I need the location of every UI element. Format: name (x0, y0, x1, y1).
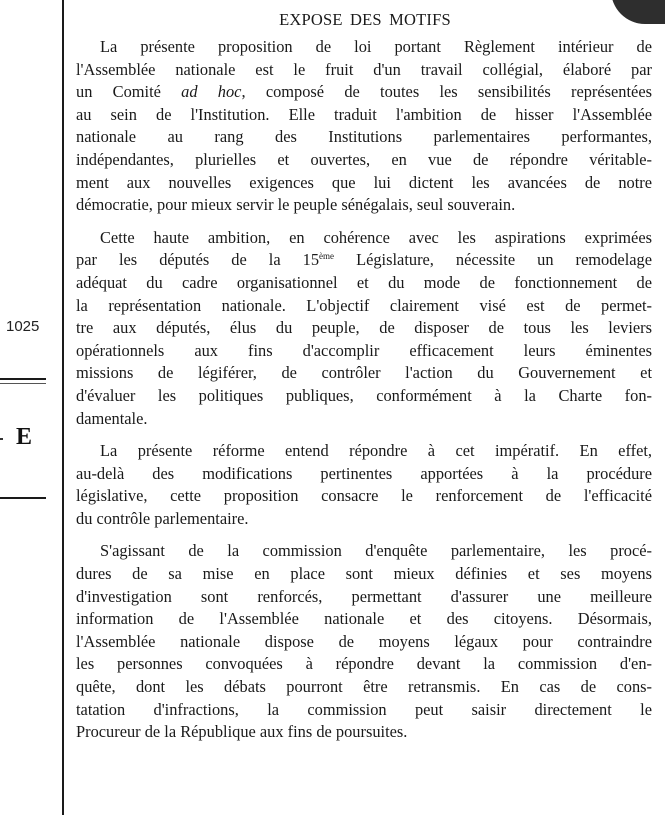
paragraph-3 (76, 440, 652, 530)
text-line: les personnes convoquées à répondre devant la commission d'en- (76, 654, 652, 674)
ordinal-superscript: ème (319, 251, 335, 262)
text-line: Cette haute ambition, en cohérence avec les aspirations exprimées (100, 227, 652, 247)
text-line: tre aux députés, élus du peuple, de disposer de tous les leviers (76, 318, 652, 338)
paragraph-1 (76, 36, 652, 217)
text-line: la représentation nationale. L'objectif clairement visé est de permet- (76, 295, 652, 315)
text-line: nationale au rang des Institutions parlementaires performantes, (76, 127, 652, 147)
text-line (76, 81, 652, 104)
text-line: adéquat du cadre organisationnel et du mode de fonctionnement de (76, 272, 652, 292)
text-fragment: , composé de toutes les sensibilités représentées (241, 82, 652, 102)
margin-section-letter: E (16, 424, 33, 450)
text-line: au sein de l'Institution. Elle traduit l'ambition de hisser l'Assemblée (76, 104, 652, 124)
text-line (76, 249, 652, 272)
document-body (76, 8, 652, 754)
section-title: EXPOSE DES MOTIFS (279, 10, 451, 29)
text-line: La présente réforme entend répondre à cet impératif. En effet, (100, 441, 652, 461)
text-line: information de l'Assemblée nationale et des citoyens. Désormais, (76, 609, 652, 629)
left-margin (0, 0, 62, 815)
text-line: d'évaluer les politiques publiques, conformément à la Charte fon- (76, 385, 652, 405)
page-number: 1025 (6, 318, 40, 335)
italic-term: ad hoc (181, 82, 242, 102)
margin-single-rule (0, 497, 46, 499)
text-fragment: par les députés de la 15 (76, 250, 320, 270)
text-line: quête, dont les débats pourront être retransmis. En cas de cons- (76, 677, 652, 697)
text-line: ment aux nouvelles exigences que lui dictent les avancées de notre (76, 172, 652, 192)
text-line: Procureur de la République aux fins de poursuites. (76, 722, 408, 742)
text-line: opérationnels aux fins d'accomplir efficacement leurs éminentes (76, 340, 652, 360)
text-line: démocratie, pour mieux servir le peuple sénégalais, seul souverain. (76, 195, 516, 215)
paragraph-2 (76, 227, 652, 430)
text-line: dures de sa mise en place sont mieux définies et ses moyens (76, 564, 652, 584)
text-line: l'Assemblée nationale est le fruit d'un travail collégial, élaboré par (76, 59, 652, 79)
text-line: missions de légiférer, de contrôler l'action du Gouvernement et (76, 363, 652, 383)
text-line: S'agissant de la commission d'enquête parlementaire, les procé- (100, 541, 652, 561)
margin-double-rule (0, 378, 46, 384)
margin-fragment (0, 438, 3, 440)
text-line: indépendantes, plurielles et ouvertes, en vue de répondre véritable- (76, 149, 652, 169)
text-line: d'investigation sont renforcés, permettant d'assurer une meilleure (76, 586, 652, 606)
text-line: du contrôle parlementaire. (76, 508, 249, 528)
text-line: La présente proposition de loi portant Règlement intérieur de (100, 37, 652, 56)
text-line: au-delà des modifications pertinentes apportées à la procédure (76, 463, 652, 483)
text-fragment: un Comité (76, 82, 182, 102)
text-line: tatation d'infractions, la commission peut saisir directement le (76, 699, 652, 719)
text-line: l'Assemblée nationale dispose de moyens légaux pour contraindre (76, 631, 652, 651)
paragraph-4 (76, 540, 652, 743)
text-fragment: Législature, nécessite un remodelage (334, 250, 652, 270)
text-line: législative, cette proposition consacre le renforcement de l'efficacité (76, 486, 652, 506)
column-divider (62, 0, 64, 815)
text-line: damentale. (76, 408, 148, 428)
